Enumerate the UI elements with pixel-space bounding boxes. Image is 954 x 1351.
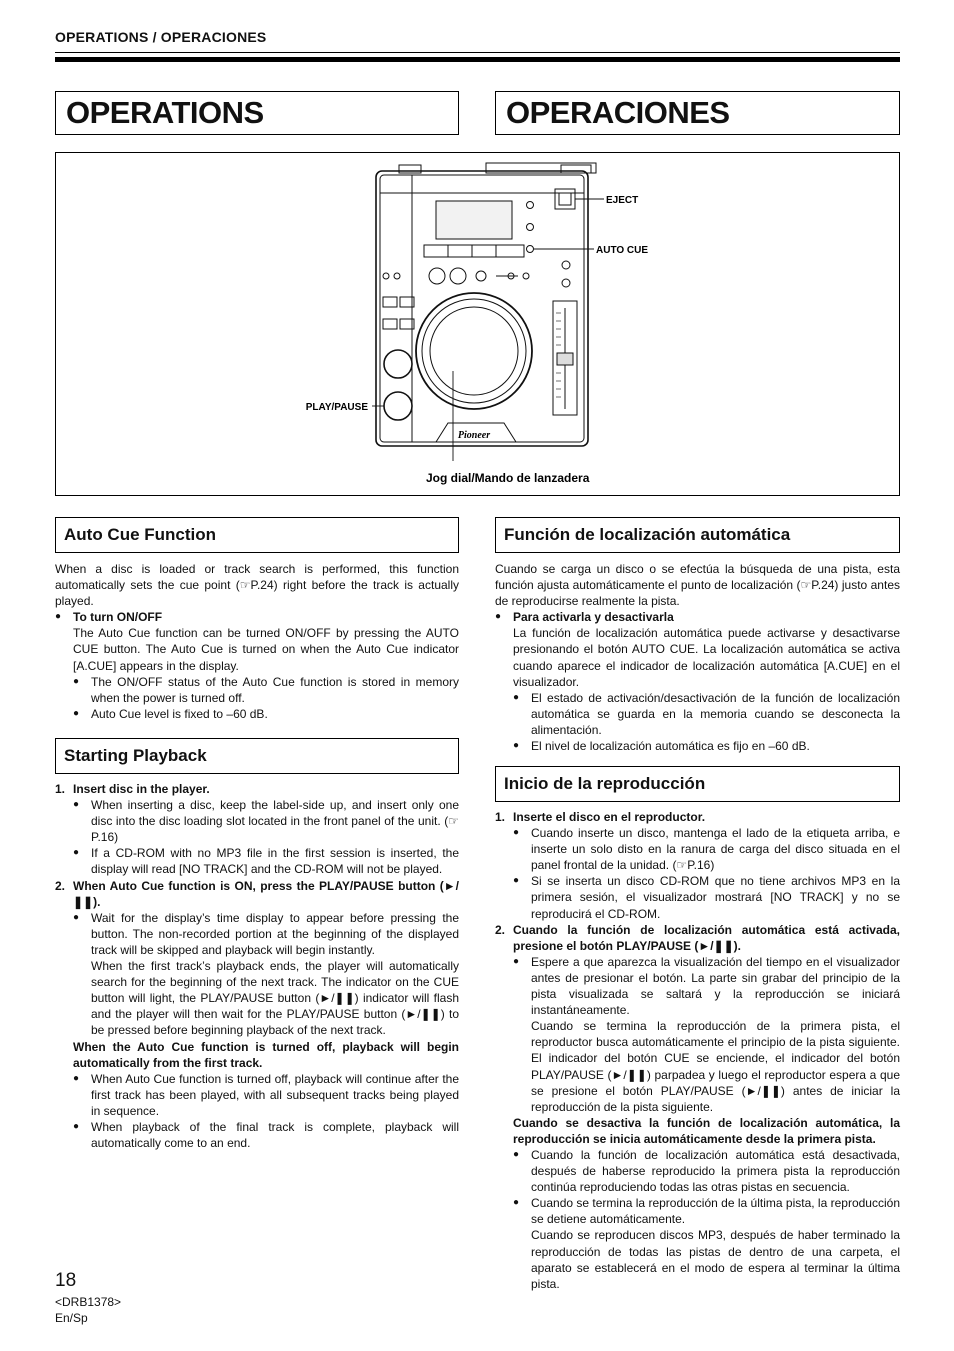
step2-bullet: ● Wait for the display’s time display to appear before pressing the button. The non-recorded portion at the beginning of the displayed track will be skipped and playback will begin instantly. — [73, 910, 459, 958]
step1-bullet: ● When inserting a disc, keep the label-side up, and insert only one disc into the disc loading slot located in the front panel of the unit. (☞P.16) — [73, 797, 459, 845]
onoff-title: ● To turn ON/OFF — [55, 609, 459, 625]
auto-cue-off-note: Cuando se desactiva la función de localización automática, la reproducción se inicia automáticamente desde la primera pista. — [513, 1115, 900, 1146]
step2-bullet: ● Espere a que aparezca la visualización del tiempo en el visualizador antes de presionar el botón. La parte sin grabar del principio de la pista visualizada se saltará y la reproducción se iniciará instantáneamente. — [513, 954, 900, 1018]
off-bullet: ● Cuando se termina la reproducción de la última pista, la reproducción se detiene automáticamente. — [513, 1195, 900, 1227]
header-rule-thick — [55, 57, 900, 62]
auto-cue-intro: Cuando se carga un disco o se efectúa la búsqueda de una pista, esta función ajusta automáticamente el punto de localización (☞P.24) justo antes de reproducirse realmente la pista. — [495, 562, 900, 609]
auto-cue-label: AUTO CUE — [596, 245, 649, 256]
heading-auto-cue-en: Auto Cue Function — [55, 517, 459, 553]
eject-label: EJECT — [606, 195, 639, 206]
step-2: Cuando la función de localización automática está activada, presione el botón PLAY/PAUSE (►/❚❚). — [513, 922, 900, 953]
step2-continued: When the first track’s playback ends, the player will automatically search for the beginning of the next track. The indicator on the CUE button will light, the PLAY/PAUSE button (►/❚❚) indicator will flash and the player will then wait for the PLAY/PAUSE button (►/❚❚) to be pressed before beginning playback of the next track. — [91, 959, 459, 1038]
onoff-text: The Auto Cue function can be turned ON/OFF by pressing the AUTO CUE button. The Auto Cue is turned on when the Auto Cue indicator [A.CUE] appears in the display. — [73, 626, 459, 673]
device-figure — [55, 152, 900, 496]
cdj-player-illustration — [56, 153, 901, 497]
language-code: En/Sp — [55, 1311, 88, 1325]
step1-bullet: ● Si se inserta un disco CD-ROM que no tiene archivos MP3 en la primera sesión, el visualizador mostrará [NO TRACK] y no se reproducirá el CD-ROM. — [513, 873, 900, 921]
step-2: When Auto Cue function is ON, press the PLAY/PAUSE button (►/❚❚). — [73, 878, 459, 909]
off-bullet: ● When playback of the final track is complete, playback will automatically come to an end. — [73, 1119, 459, 1151]
onoff-text: La función de localización automática puede activarse y desactivarse presionando el botón AUTO CUE. La localización automática se activa cuando aparece el indicador de localización automática [A.CUE] en el visualizador. — [513, 626, 900, 689]
auto-cue-bullet: ● Auto Cue level is fixed to –60 dB. — [73, 706, 459, 722]
header-rule-thin — [55, 52, 900, 53]
auto-cue-bullet: ● The ON/OFF status of the Auto Cue function is stored in memory when the power is turned off. — [73, 674, 459, 706]
section-header: OPERATIONS / OPERACIONES — [55, 29, 267, 45]
heading-playback-en: Starting Playback — [55, 738, 459, 774]
auto-cue-bullet: ● El estado de activación/desactivación de la función de localización automática se guarda en la memoria cuando se desconecta la alimentación. — [513, 690, 900, 738]
auto-cue-intro: When a disc is loaded or track search is performed, this function automatically sets the cue point (☞P.24) right before the track is actually played. — [55, 562, 459, 609]
document-code: <DRB1378> — [55, 1295, 122, 1309]
page-title-es: OPERACIONES — [495, 91, 900, 135]
playback-section-en: 1. Insert disc in the player. ● When inserting a disc, keep the label-side up, and insert only one disc into the disc loading slot located in the front panel of the unit. (☞P.16) ● If a CD-ROM with no MP3 file in the first session is inserted, the display will read [NO TRACK] and the CD-ROM will not be played. 2. When Auto Cue function is ON, press the PLAY/PAUSE button (►/❚❚). ● Wait for the display’s time display to appear before pressing the button. The non-recorded portion at the beginning of the displayed track will be skipped and playback will begin instantly. When the first track’s playback ends, the player will automatically search for the beginning of the next track. The indicator on the CUE button will light, the PLAY/PAUSE button (►/❚❚) indicator will flash and the player will then wait for the PLAY/PAUSE button (►/❚❚) to be pressed before beginning playback of the next track. When the Auto Cue function is turned off, playback will begin automatically from the first track. ● When Auto Cue function is turned off, playback will continue after the first track has been played, with all subsequent tracks being played in sequence. ● When playback of the final track is complete, playback will automatically come to an end. — [55, 781, 459, 1151]
step-1: Insert disc in the player. — [73, 782, 210, 796]
step2-continued: Cuando se termina la reproducción de la primera pista, el reproductor busca automáticamente el principio de la pista siguiente. El indicador del botón CUE se enciende, el indicador del botón PLAY/PAUSE (►/❚❚) parpadea y luego el reproductor espera a que se presione el botón PLAY/PAUSE (►/❚❚) antes de iniciar la reproducción de la pista siguiente. — [531, 1019, 900, 1114]
brand-logo: Pioneer — [457, 430, 491, 441]
auto-cue-bullet: ● El nivel de localización automática es fijo en –60 dB. — [513, 738, 900, 754]
auto-cue-section-es — [495, 561, 900, 754]
playback-section-es: 1. Inserte el disco en el reproductor. ● Cuando inserte un disco, mantenga el lado de la etiqueta arriba, e inserte un solo disto en la ranura de carga del disco situada en el panel frontal de la unidad. (☞P.16) ● Si se inserta un disco CD-ROM que no tiene archivos MP3 en la primera sesión, el visualizador mostrará [NO TRACK] y no se reproducirá el CD-ROM. 2. Cuando la función de localización automática está activada, presione el botón PLAY/PAUSE (►/❚❚). ● Espere a que aparezca la visualización del tiempo en el visualizador antes de presionar el botón. La parte sin grabar del principio de la pista visualizada se saltará y la reproducción se iniciará instantáneamente. Cuando se termina la reproducción de la primera pista, el reproductor busca automáticamente el principio de la pista siguiente. El indicador del botón CUE se enciende, el indicador del botón PLAY/PAUSE (►/❚❚) parpadea y luego el reproductor espera a que se presione el botón PLAY/PAUSE (►/❚❚) antes de iniciar la reproducción de la pista siguiente. Cuando se desactiva la función de localización automática, la reproducción se inicia automáticamente desde la primera pista. ● Cuando la función de localización automática está desactivada, después de haberse reproducido la primera pista la reproducción continúa reproduciendo todas las otras pistas en secuencia. ● Cuando se termina la reproducción de la última pista, la reproducción se detiene automáticamente. Cuando se reproducen discos MP3, después de haber terminado la reproducción de todas las pistas de dentro de una carpeta, el aparato se establecerá en el modo de espera al terminar la última pista. — [495, 809, 900, 1292]
step1-bullet: ● If a CD-ROM with no MP3 file in the first session is inserted, the display will read [NO TRACK] and the CD-ROM will not be played. — [73, 845, 459, 877]
page-number: 18 — [55, 1270, 77, 1291]
onoff-title: ● Para activarla y desactivarla — [495, 609, 900, 625]
step-1: Inserte el disco en el reproductor. — [513, 810, 706, 824]
mp3-note: Cuando se reproducen discos MP3, después de haber terminado la reproducción de todas las pistas de dentro de una carpeta, el aparato se establecerá en el modo de espera al terminar la última pista. — [531, 1228, 900, 1291]
jog-dial-label: Jog dial/Mando de lanzadera — [426, 471, 590, 485]
auto-cue-section-en — [55, 561, 459, 722]
page-title-en: OPERATIONS — [55, 91, 459, 135]
off-bullet: ● Cuando la función de localización automática está desactivada, después de haberse reproducido la primera pista la reproducción continúa reproduciendo todas las otras pistas en secuencia. — [513, 1147, 900, 1195]
heading-auto-cue-es: Función de localización automática — [495, 517, 900, 553]
play-pause-label: PLAY/PAUSE — [305, 402, 368, 413]
step1-bullet: ● Cuando inserte un disco, mantenga el lado de la etiqueta arriba, e inserte un solo disto en la ranura de carga del disco situada en el panel frontal de la unidad. (☞P.16) — [513, 825, 900, 873]
heading-playback-es: Inicio de la reproducción — [495, 766, 900, 802]
auto-cue-off-note: When the Auto Cue function is turned off, playback will begin automatically from the first track. — [73, 1039, 459, 1070]
off-bullet: ● When Auto Cue function is turned off, playback will continue after the first track has been played, with all subsequent tracks being played in sequence. — [73, 1071, 459, 1119]
